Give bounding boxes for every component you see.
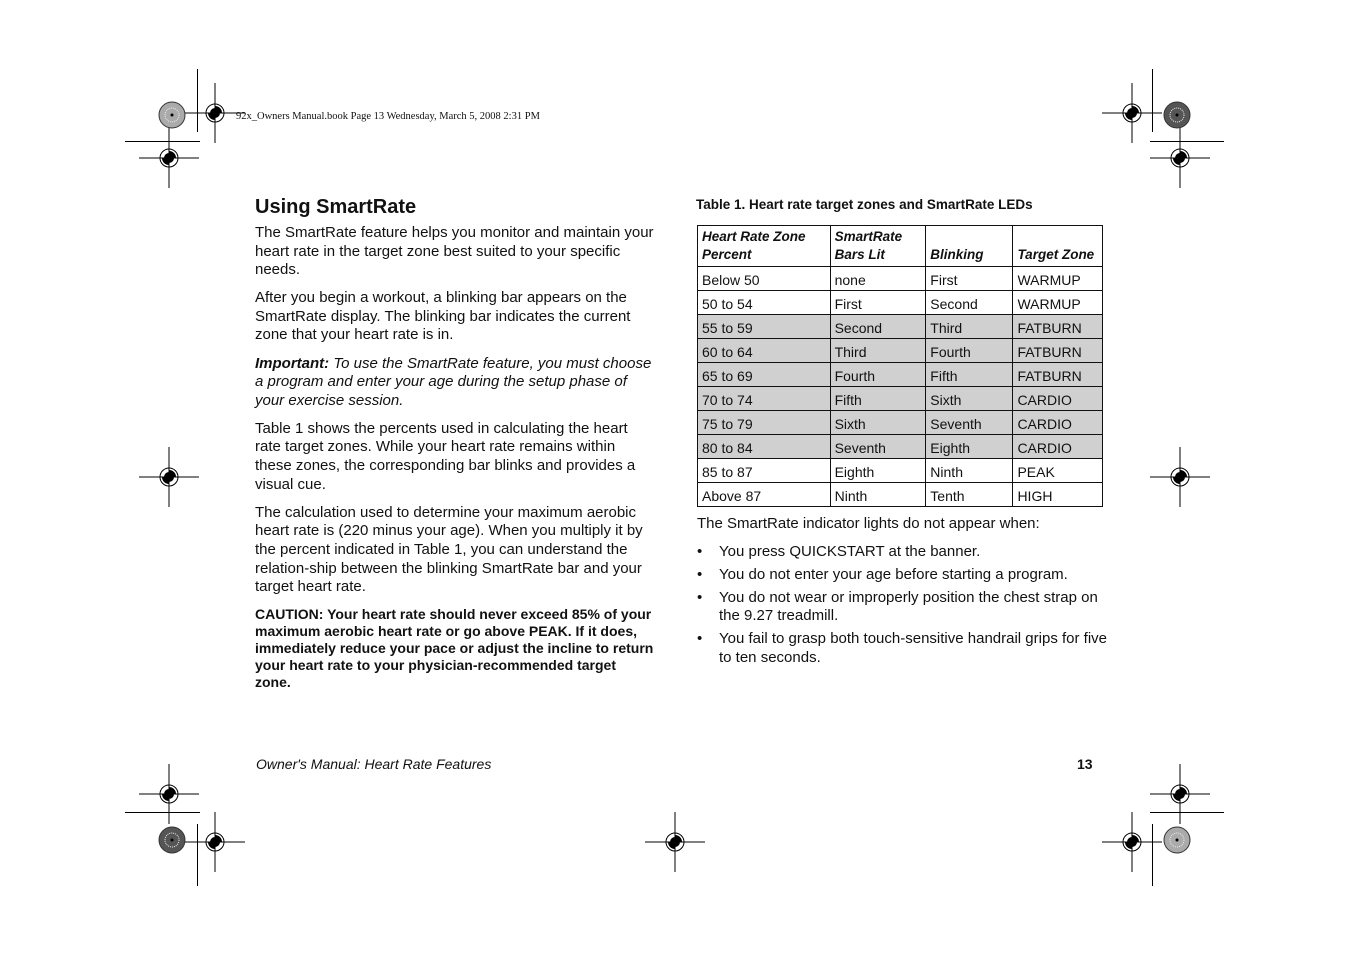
table-cell: Second <box>926 291 1013 315</box>
table-cell: Seventh <box>926 411 1013 435</box>
page-title: Using SmartRate <box>255 196 417 218</box>
list-item: • You do not enter your age before starting a program. <box>697 566 1107 585</box>
table-cell: PEAK <box>1013 459 1103 483</box>
table-cell: FATBURN <box>1013 339 1103 363</box>
table-cell: 75 to 79 <box>698 411 831 435</box>
crop-mark <box>1152 824 1153 886</box>
table-cell: CARDIO <box>1013 411 1103 435</box>
table-cell: Seventh <box>830 435 926 459</box>
column-header: Blinking <box>926 226 1013 267</box>
table-row <box>698 267 1103 291</box>
column-header: SmartRate Bars Lit <box>830 226 926 267</box>
table-cell: Fourth <box>926 339 1013 363</box>
table-cell: Third <box>926 315 1013 339</box>
table-cell: Fifth <box>926 363 1013 387</box>
print-header: 92x_Owners Manual.book Page 13 Wednesday, March 5, 2008 2:31 PM <box>236 111 540 122</box>
table-cell: 55 to 59 <box>698 315 831 339</box>
table-caption: Table 1. Heart rate target zones and SmartRate LEDs <box>696 197 1033 212</box>
table-cell: WARMUP <box>1013 291 1103 315</box>
important-note <box>255 355 655 411</box>
color-target-icon <box>158 101 186 134</box>
crop-mark <box>1150 141 1224 142</box>
color-target-icon <box>158 826 186 859</box>
table-row <box>698 363 1103 387</box>
indicator-intro: The SmartRate indicator lights do not appear when: <box>697 515 1040 532</box>
important-text: To use the SmartRate feature, you must choose a program and enter your age during the setup phase of your exercise session. <box>255 354 652 409</box>
table-cell: Above 87 <box>698 483 831 507</box>
crosshair-mark-icon <box>1150 447 1210 512</box>
bullet-list <box>697 543 1107 668</box>
crosshair-mark-icon <box>1150 128 1210 193</box>
table-row <box>698 411 1103 435</box>
table-row <box>698 459 1103 483</box>
table-cell: 70 to 74 <box>698 387 831 411</box>
crosshair-mark-icon <box>185 812 245 877</box>
table-row <box>698 435 1103 459</box>
table-cell: CARDIO <box>1013 387 1103 411</box>
table-cell: Second <box>830 315 926 339</box>
list-item: • You press QUICKSTART at the banner. <box>697 543 1107 562</box>
crop-mark <box>1150 812 1224 813</box>
table-cell: 85 to 87 <box>698 459 831 483</box>
table-cell: Tenth <box>926 483 1013 507</box>
table-cell: Ninth <box>830 483 926 507</box>
crop-mark <box>197 824 198 886</box>
table-cell: First <box>830 291 926 315</box>
column-header: Heart Rate Zone Percent <box>698 226 831 267</box>
important-label: Important: <box>255 354 330 372</box>
crosshair-mark-icon <box>139 128 199 193</box>
table-row <box>698 339 1103 363</box>
color-target-icon <box>1163 101 1191 134</box>
table-cell: Sixth <box>926 387 1013 411</box>
table-cell: FATBURN <box>1013 363 1103 387</box>
table-cell: none <box>830 267 926 291</box>
table-cell: Sixth <box>830 411 926 435</box>
table-cell: FATBURN <box>1013 315 1103 339</box>
list-item: • You fail to grasp both touch-sensitive handrail grips for five to ten seconds. <box>697 630 1107 667</box>
table-cell: First <box>926 267 1013 291</box>
color-target-icon <box>1163 826 1191 859</box>
table-cell: Eighth <box>830 459 926 483</box>
paragraph: Table 1 shows the percents used in calculating the heart rate target zones. While your heart rate remains within these zones, the corresponding bar blinks and provides a visual cue. <box>255 419 636 493</box>
table-cell: 65 to 69 <box>698 363 831 387</box>
table-row <box>698 315 1103 339</box>
table-cell: Fourth <box>830 363 926 387</box>
table-row <box>698 483 1103 507</box>
crop-mark <box>197 69 198 132</box>
table-cell: Fifth <box>830 387 926 411</box>
footer-title: Owner's Manual: Heart Rate Features <box>256 756 492 772</box>
paragraph: The calculation used to determine your maximum aerobic heart rate is (220 minus your age). When you multiply it by the percent indicated in Table 1, you can understand the relation-ship between the blinking SmartRate bar and your target heart rate. <box>255 503 643 596</box>
table-cell: 50 to 54 <box>698 291 831 315</box>
list-item: • You do not wear or improperly position the chest strap on the 9.27 treadmill. <box>697 589 1107 626</box>
table-cell: Third <box>830 339 926 363</box>
table-cell: CARDIO <box>1013 435 1103 459</box>
crosshair-mark-icon <box>1102 812 1162 877</box>
table-row <box>698 291 1103 315</box>
table-cell: Ninth <box>926 459 1013 483</box>
table-cell: HIGH <box>1013 483 1103 507</box>
table-cell: Eighth <box>926 435 1013 459</box>
crop-mark <box>1152 69 1153 132</box>
caution-note: CAUTION: Your heart rate should never exceed 85% of your maximum aerobic heart rate or go above PEAK. If it does, immediately reduce your pace or adjust the incline to return your heart rate to your physician-recommended target zone. <box>255 606 654 691</box>
right-column <box>697 515 1107 672</box>
table-cell: 60 to 64 <box>698 339 831 363</box>
heart-rate-table <box>697 225 1103 507</box>
paragraph: The SmartRate feature helps you monitor and maintain your heart rate in the target zone best suited to your specific needs. <box>255 224 654 279</box>
crop-mark <box>125 812 200 813</box>
crosshair-mark-icon <box>645 812 705 877</box>
left-column <box>255 224 655 701</box>
crosshair-mark-icon <box>139 447 199 512</box>
paragraph: After you begin a workout, a blinking bar appears on the SmartRate display. The blinking bar indicates the current zone that your heart rate is in. <box>255 289 631 344</box>
crop-mark <box>125 141 200 142</box>
table-row <box>698 387 1103 411</box>
table-cell: Below 50 <box>698 267 831 291</box>
column-header: Target Zone <box>1013 226 1103 267</box>
page-number: 13 <box>1077 756 1093 772</box>
table-cell: WARMUP <box>1013 267 1103 291</box>
table-cell: 80 to 84 <box>698 435 831 459</box>
